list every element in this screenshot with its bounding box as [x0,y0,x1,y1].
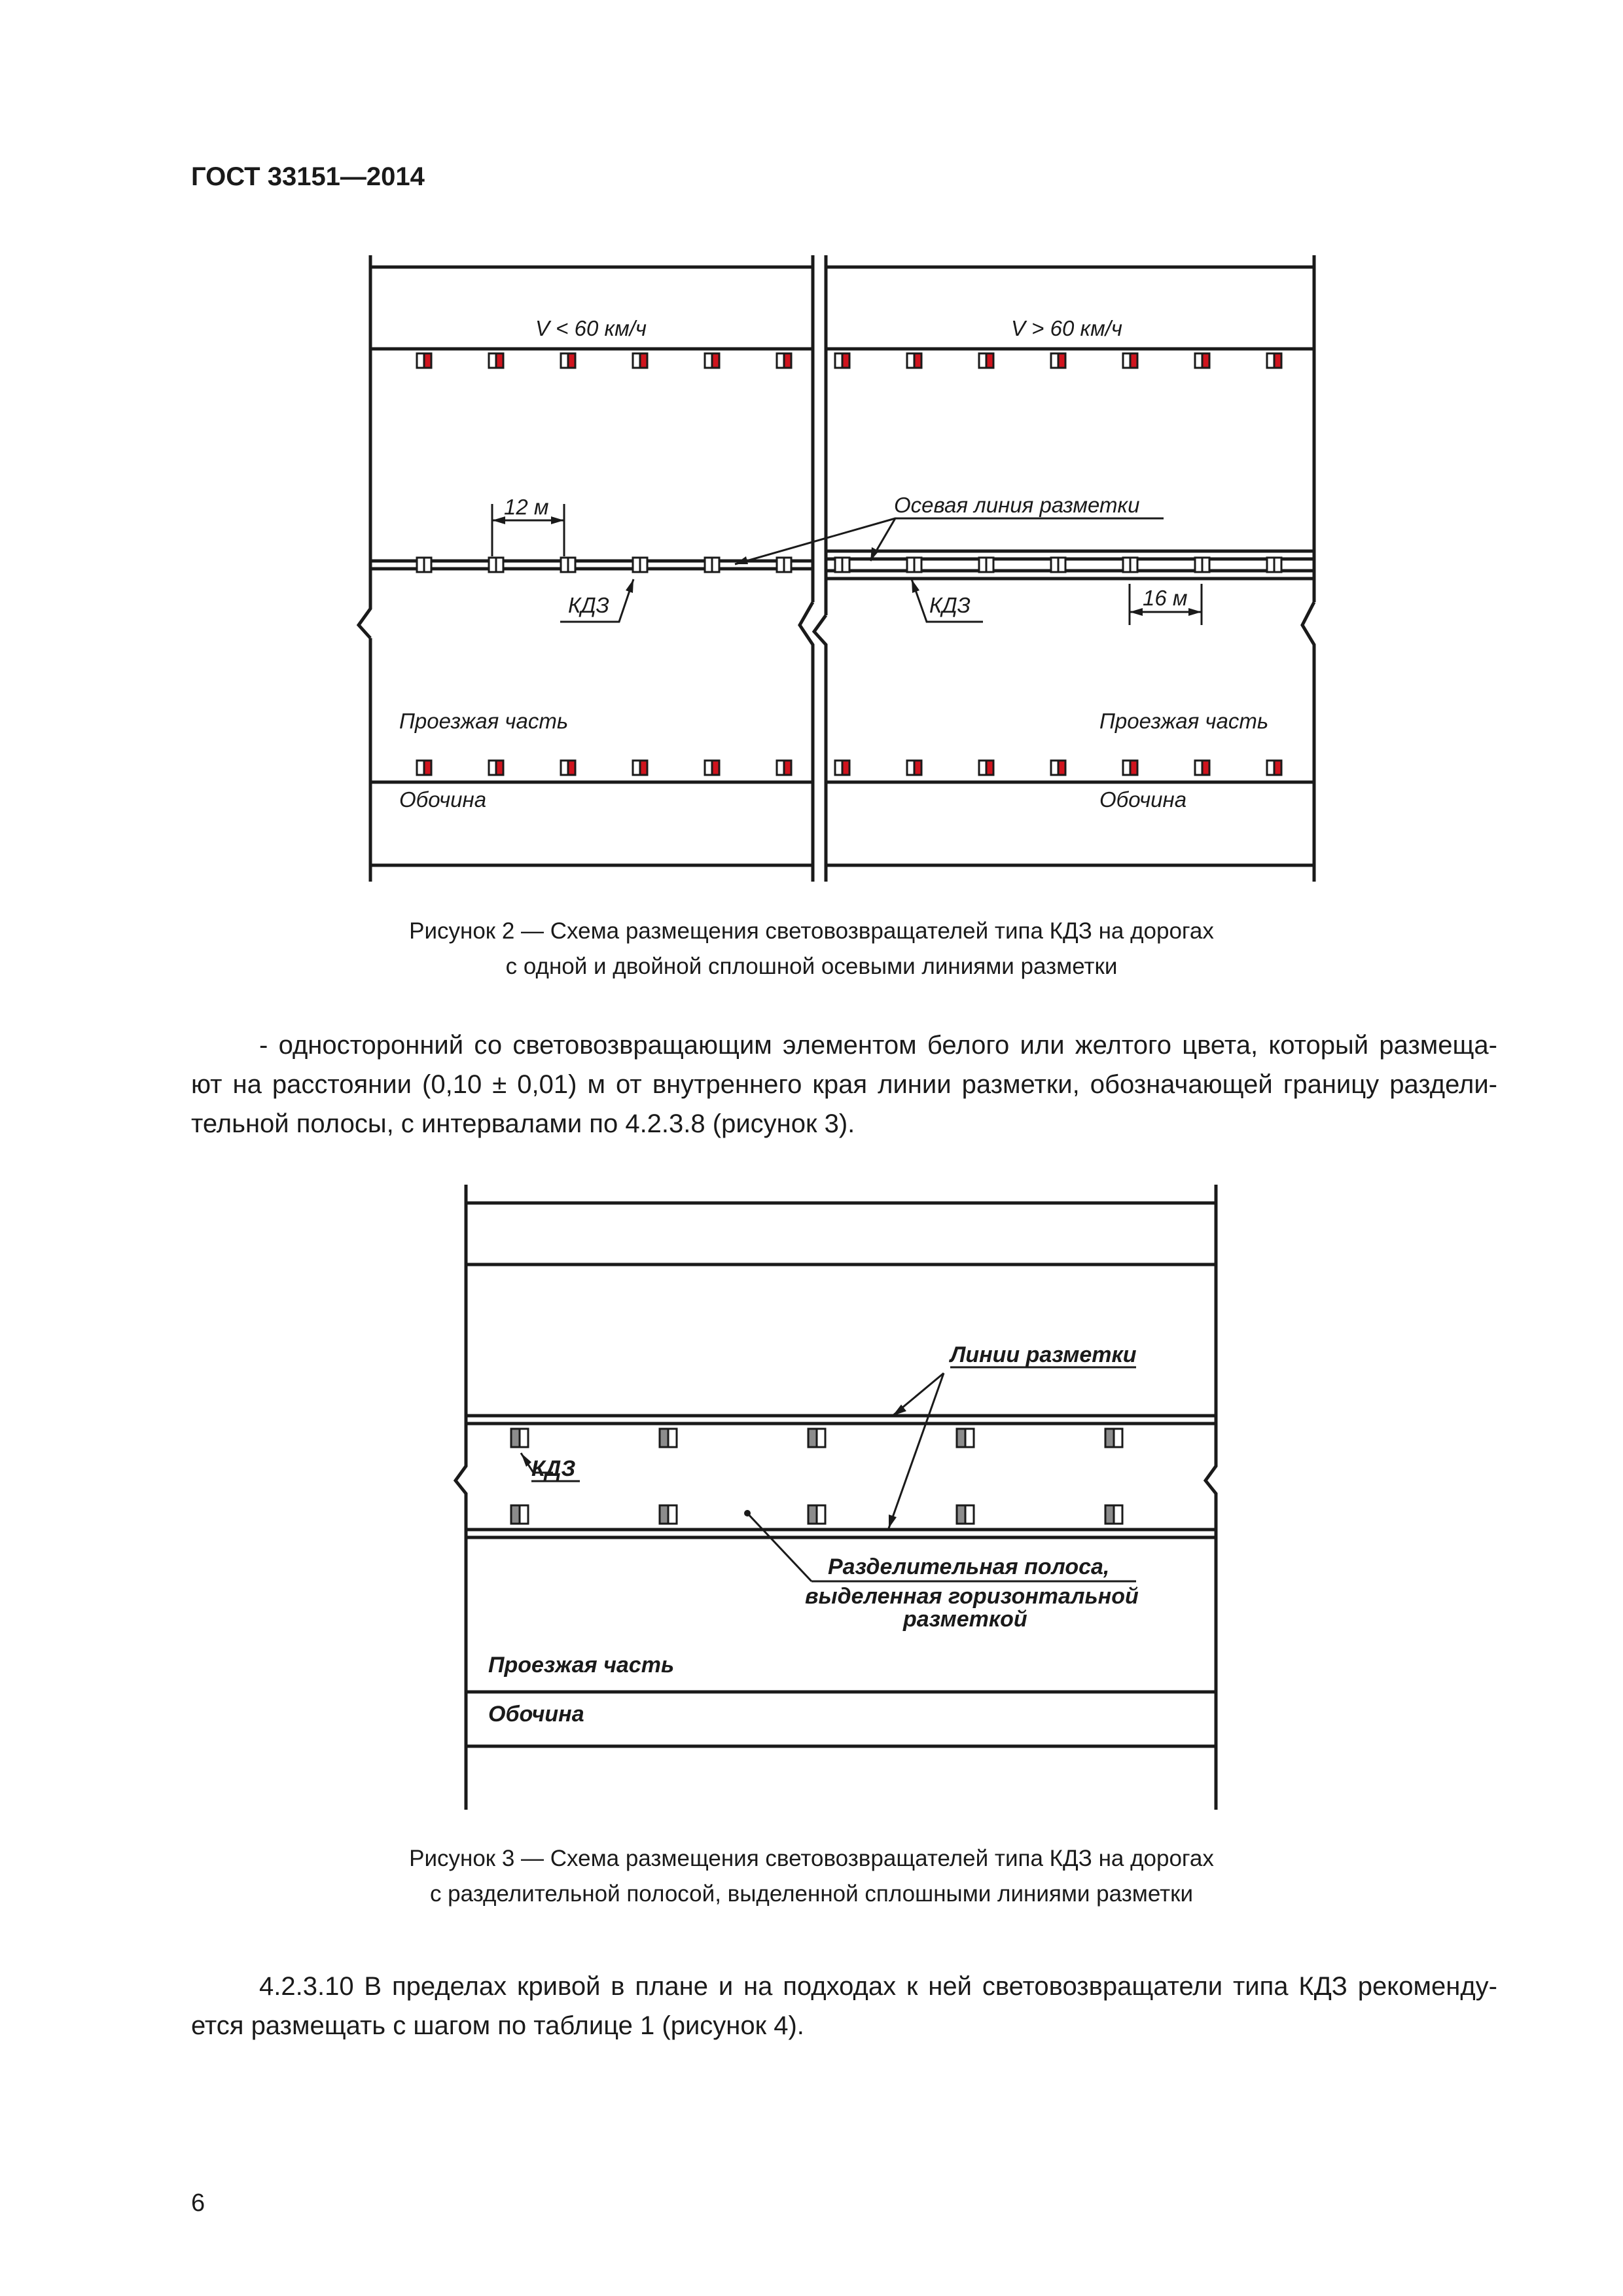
reflector-upper-row [511,1429,528,1447]
left-spacing-label: 12 м [504,495,549,519]
figure-3-caption-line2: с разделительной полосой, выделенной сплошными линиями разметки [429,1881,1194,1907]
kdz-right-label: КДЗ [929,593,971,617]
strip-label-line2: выделенная горизонтальной [805,1584,1139,1609]
reflector-lower-row [511,1505,528,1524]
carriageway-label: Проезжая часть [488,1653,675,1677]
figure-3-caption-line1: Рисунок 3 — Схема размещения световозвращателей типа КДЗ на дорогах [409,1846,1214,1871]
paragraph-2-line1: 4.2.3.10 В пределах кривой в плане и на подходах к ней световозвращатели типа КДЗ рекоменду- [259,1972,1497,2001]
paragraph-1-line1: - односторонний со световозвращающим элементом белого или желтого цвета, который размеща- [259,1031,1497,1060]
reflector-upper-row [957,1429,974,1447]
reflector-lower-row [660,1505,677,1524]
carriageway-right-label: Проезжая часть [1099,709,1269,733]
strip-label-line1: Разделительная полоса, [828,1554,1110,1579]
kdz-left-label: КДЗ [568,593,609,617]
figure-3-leaders [521,1373,944,1581]
shoulder-left-label: Обочина [399,787,487,812]
axis-line-label: Осевая линия разметки [894,493,1140,517]
figure-3-caption [0,1841,1623,1912]
marking-lines-label: Линии разметки [950,1342,1137,1367]
figure-3-markers [511,1429,1122,1524]
carriageway-left-label: Проезжая часть [399,709,569,733]
shoulder-right-label: Обочина [1099,787,1187,812]
reflector-upper-row [660,1429,677,1447]
reflector-lower-row [808,1505,825,1524]
right-spacing-label: 16 м [1143,586,1188,610]
page-number: 6 [191,2189,205,2217]
shoulder-label: Обочина [488,1702,584,1727]
strip-dot [744,1510,751,1516]
left-speed-label: V < 60 км/ч [535,316,647,340]
paragraph-1-line2: ют на расстоянии (0,10 ± 0,01) м от внутреннего края линии разметки, обозначающей границу раздели- [191,1070,1497,1099]
document-header: ГОСТ 33151—2014 [191,162,425,191]
right-speed-label: V > 60 км/ч [1011,316,1122,340]
paragraph-1-line3: тельной полосы, с интервалами по 4.2.3.8 (рисунок 3). [191,1109,855,1138]
strip-label-line3: разметкой [903,1607,1027,1632]
reflector-lower-row [957,1505,974,1524]
figure-2-caption-line1: Рисунок 2 — Схема размещения световозвращателей типа КДЗ на дорогах [409,918,1214,944]
reflector-lower-row [1105,1505,1122,1524]
reflector-upper-row [1105,1429,1122,1447]
figure-2-caption-line2: с одной и двойной сплошной осевыми линиями разметки [505,954,1118,979]
paragraph-2 [191,1967,1497,2045]
reflector-upper-row [808,1429,825,1447]
kdz-label: КДЗ [531,1456,576,1481]
paragraph-2-line2: ется размещать с шагом по таблице 1 (рисунок 4). [191,2011,804,2040]
